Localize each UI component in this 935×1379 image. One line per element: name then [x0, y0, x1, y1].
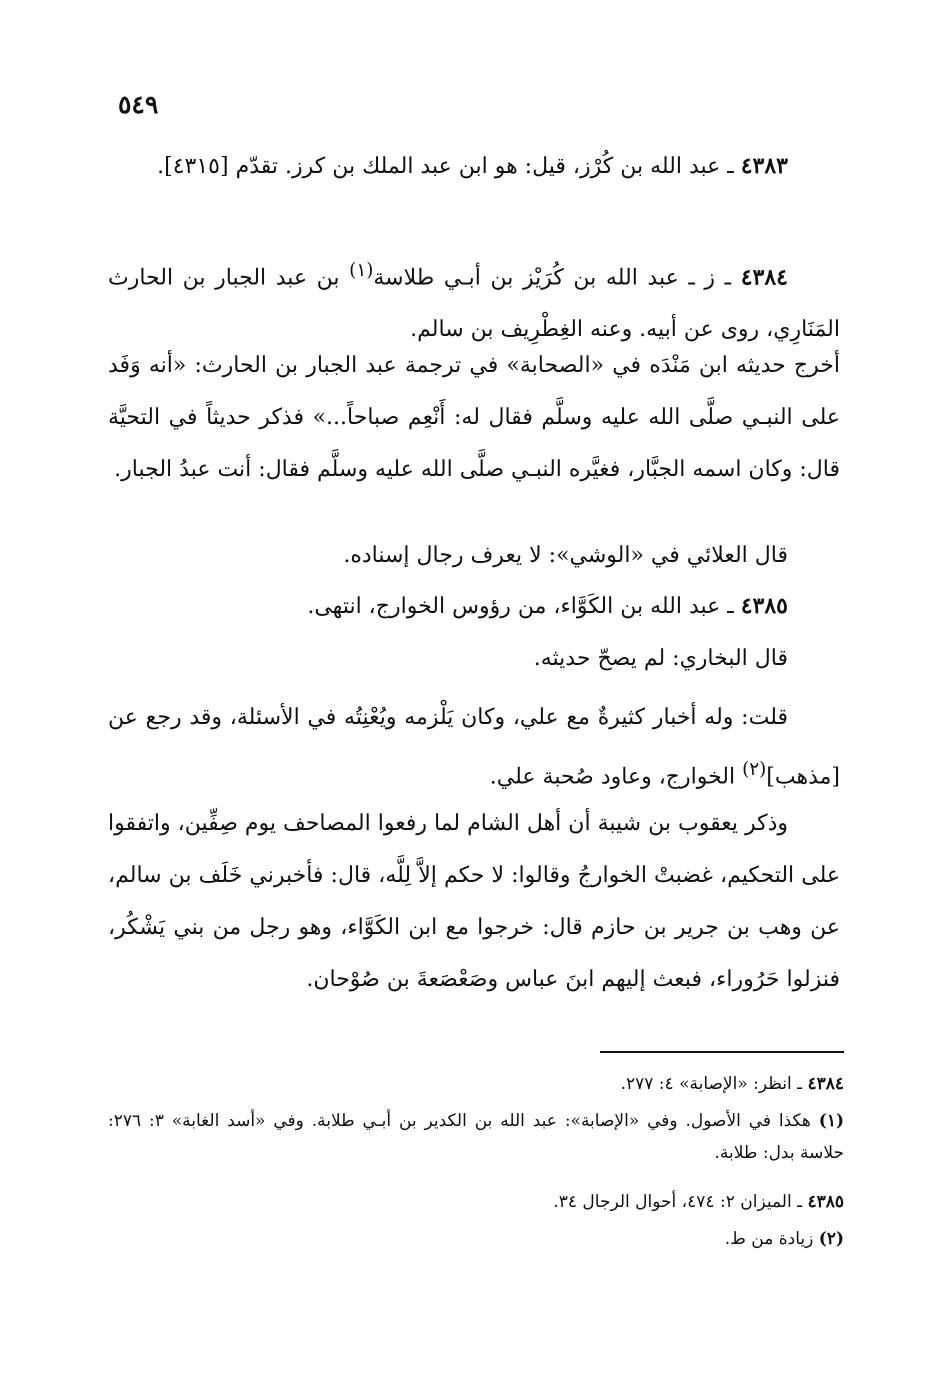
entry-number: ٤٣٨٤ — [740, 264, 788, 291]
dhakara-paragraph — [108, 798, 840, 1006]
paragraph-text: قال البخاري: لم يصحّ حديثه. — [533, 646, 788, 671]
entry-text-part-a: ـ ز ـ عبد الله بن كُرَيْز بن أبـي طلاسة — [373, 265, 732, 291]
entry-paragraph — [108, 580, 840, 633]
entry-text: ـ عبد الله بن الكَوَّاء، من رؤوس الخوارج، انتهى. — [307, 594, 734, 619]
footnote-text: هكذا في الأصول. وفي «الإصابة»: عبد الله بن الكدير بن أبـي طلابة. وفي «أسد الغابة» ٣: ٢٧٦: حلاسة بدل: طلابة. — [108, 1111, 844, 1163]
entry-paragraph — [108, 140, 840, 193]
entry-number: ٤٣٨٣ — [740, 153, 788, 179]
footnote-reference: (١) — [349, 260, 374, 281]
footnote-text: زيادة من ط. — [724, 1229, 819, 1249]
footnote-marker: (٢) — [818, 1229, 844, 1249]
page-number: ٥٤٩ — [118, 90, 159, 119]
footnote-marker: ٤٣٨٤ — [807, 1074, 844, 1094]
paragraph-text: قال العلائي في «الوشي»: لا يعرف رجال إسناده. — [343, 543, 788, 568]
footnote-text: ـ انظر: «الإصابة» ٤: ٢٧٧. — [620, 1074, 808, 1094]
entry-text: ـ عبد الله بن كُرْز، قيل: هو ابن عبد الملك بن كرز. تقدّم [٤٣١٥]. — [157, 154, 734, 179]
footnote-divider — [600, 1051, 844, 1053]
footnote-2 — [108, 1223, 864, 1255]
paragraph-text: أخرج حديثه ابن مَنْدَه في «الصحابة» في ترجمة عبد الجبار بن الحارث: «أنه وَفَد على النبـي صلَّى الله عليه وسلَّم فقال له: أَنْعِم صباحاً...» فذكر حديثاً في التحيَّة قال: وكان اسمه الجبَّار، فغيَّره النبـي صلَّى الله عليه وسلَّم فقال: أنت عبدُ الجبار. — [108, 353, 840, 482]
bukhari-paragraph — [108, 633, 840, 685]
takhrij-paragraph — [108, 340, 840, 496]
entry-4385 — [108, 580, 840, 633]
footnote-4384 — [108, 1068, 844, 1100]
entry-number: ٤٣٨٥ — [740, 593, 788, 619]
footnote-4385 — [108, 1186, 844, 1218]
footnote-marker: (١) — [818, 1111, 844, 1131]
paragraph-text-part-b: الخوارج، وعاود صُحبة علي. — [489, 764, 743, 790]
entry-text-part-b: بن عبد الجبار بن الحارث المَنَارِي، روى عن أبيه. وعنه الغِطْرِيف بن سالم. — [108, 265, 840, 343]
paragraph-text — [108, 692, 840, 803]
footnote-1 — [108, 1105, 864, 1169]
footnote-text: ـ الميزان ٢: ٤٧٤، أحوال الرجال ٣٤. — [553, 1192, 808, 1212]
entry-4383 — [108, 140, 840, 193]
footnote-marker: ٤٣٨٥ — [807, 1192, 844, 1212]
alai-paragraph — [108, 530, 840, 582]
qultu-paragraph — [108, 692, 840, 803]
footnote-reference: (٢) — [742, 759, 767, 780]
paragraph-text-part-a: قلت: وله أخبار كثيرةٌ مع علي، وكان يَلْزمه ويُعْنِتُه في الأسئلة، وقد رجع عن [مذهب] — [108, 705, 840, 790]
paragraph-text: وذكر يعقوب بن شيبة أن أهل الشام لما رفعوا المصاحف يوم صِفِّين، واتفقوا على التحكيم، غضبتْ الخوارجُ وقالوا: لا حكم إلاَّ لِلَّه، قال: فأخبرني خَلَف بن سالم، عن وهب بن جرير بن حازم قال: خرجوا مع ابن الكَوَّاء، وهو رجل من بني يَشْكُر، فنزلوا حَرُوراء، فبعث إليهم ابنَ عباس وصَعْصَعةَ بن صُوْحان. — [108, 811, 840, 992]
